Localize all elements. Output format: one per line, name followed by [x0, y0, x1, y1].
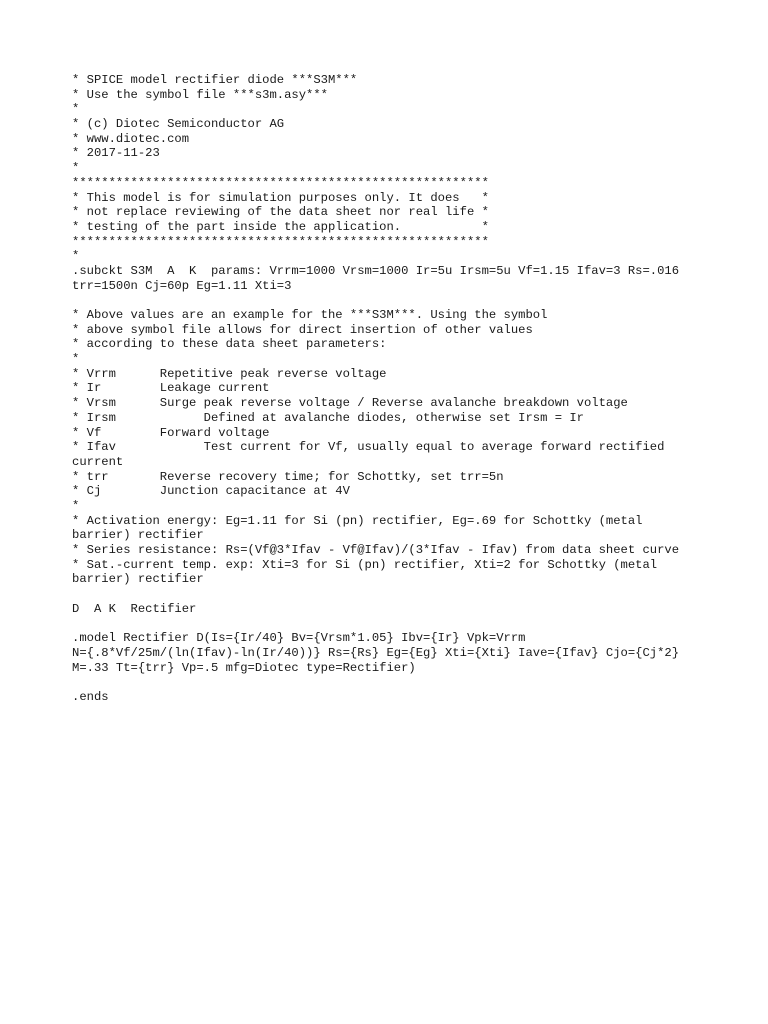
text-line: * Ifav Test current for Vf, usually equal to average forward rectified — [72, 440, 665, 455]
text-line: * — [72, 161, 80, 176]
text-line — [72, 675, 712, 690]
text-line: current — [72, 454, 124, 469]
text-line: * Irsm Defined at avalanche diodes, otherwise set Irsm = Ir — [72, 410, 584, 425]
text-line: * www.diotec.com — [72, 131, 190, 146]
text-line: ********************************************************* — [72, 234, 489, 249]
text-line: * not replace reviewing of the data sheet nor real life * — [72, 205, 489, 220]
text-line — [72, 293, 712, 308]
text-line: N={.8*Vf/25m/(ln(Ifav)-ln(Ir/40))} Rs={Rs} Eg={Eg} Xti={Xti} Iave={Ifav} Cjo={Cj*2} — [72, 645, 680, 660]
text-line: * trr Reverse recovery time; for Schottky, set trr=5n — [72, 469, 504, 484]
text-line: ********************************************************* — [72, 175, 489, 190]
text-line: * Vrsm Surge peak reverse voltage / Reverse avalanche breakdown voltage — [72, 396, 628, 411]
text-line: .subckt S3M A K params: Vrrm=1000 Vrsm=1000 Ir=5u Irsm=5u Vf=1.15 Ifav=3 Rs=.016 — [72, 263, 680, 278]
text-line: * — [72, 102, 80, 117]
text-line: M=.33 Tt={trr} Vp=.5 mfg=Diotec type=Rectifier) — [72, 660, 416, 675]
text-line: * Cj Junction capacitance at 4V — [72, 484, 350, 499]
text-line: * above symbol file allows for direct insertion of other values — [72, 322, 533, 337]
text-line — [72, 616, 712, 631]
text-line: * Activation energy: Eg=1.11 for Si (pn) rectifier, Eg=.69 for Schottky (metal — [72, 513, 643, 528]
text-line: * SPICE model rectifier diode ***S3M*** — [72, 73, 358, 87]
text-line: trr=1500n Cj=60p Eg=1.11 Xti=3 — [72, 278, 292, 293]
text-line: * Series resistance: Rs=(Vf@3*Ifav - Vf@Ifav)/(3*Ifav - Ifav) from data sheet curve — [72, 543, 680, 557]
text-line: D A K Rectifier — [72, 601, 197, 616]
text-line: * according to these data sheet parameters: — [72, 337, 387, 352]
spice-model-text — [72, 73, 712, 705]
text-line: .ends — [72, 689, 109, 704]
text-line: barrier) rectifier — [72, 572, 204, 587]
text-line: * — [72, 249, 80, 264]
text-line: * — [72, 498, 80, 513]
text-line — [72, 587, 712, 602]
text-line: .model Rectifier D(Is={Ir/40} Bv={Vrsm*1.05} Ibv={Ir} Vpk=Vrrm — [72, 631, 526, 646]
text-line: * Sat.-current temp. exp: Xti=3 for Si (pn) rectifier, Xti=2 for Schottky (metal — [72, 557, 658, 572]
text-line: * — [72, 352, 80, 367]
text-line: * 2017-11-23 — [72, 146, 160, 161]
text-line: * This model is for simulation purposes only. It does * — [72, 190, 489, 205]
text-line: * Use the symbol file ***s3m.asy*** — [72, 87, 328, 102]
text-line: * Ir Leakage current — [72, 381, 270, 396]
text-line: * testing of the part inside the application. * — [72, 219, 489, 234]
text-line: * Vf Forward voltage — [72, 425, 270, 440]
text-line: * Vrrm Repetitive peak reverse voltage — [72, 366, 387, 381]
text-line: * Above values are an example for the ***S3M***. Using the symbol — [72, 308, 548, 322]
text-line: barrier) rectifier — [72, 528, 204, 543]
text-line: * (c) Diotec Semiconductor AG — [72, 117, 285, 132]
